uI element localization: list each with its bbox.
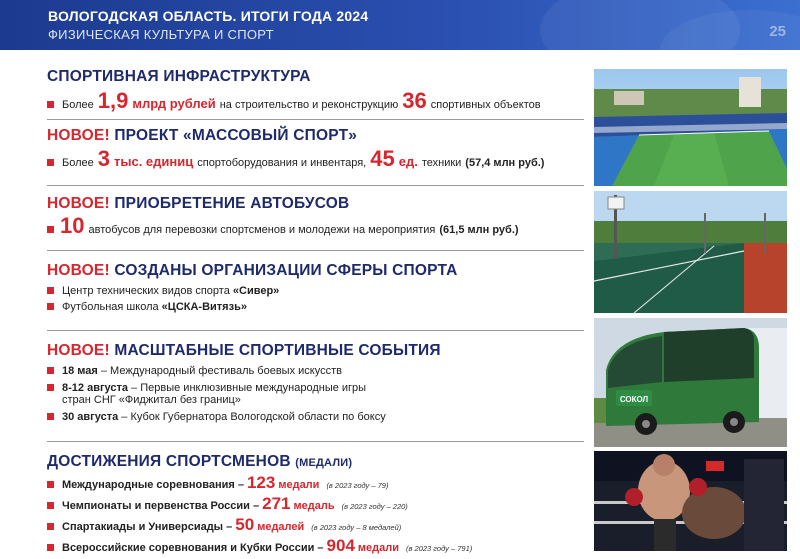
amount-unit: тыс. единиц [114,154,194,169]
section-title: СПОРТИВНАЯ ИНФРАСТРУКТУРА [47,68,311,85]
section-title [47,127,544,145]
count-value: 45 [370,146,395,171]
bullet-icon [47,287,54,294]
section-mass-sport [47,127,544,172]
section-title [47,195,519,213]
note: (57,4 млн руб.) [465,157,545,169]
section-title-text: ДОСТИЖЕНИЯ СПОРТСМЕНОВ [47,453,291,470]
achievement-prev: (в 2023 году – 8 медалей) [311,523,402,532]
bus-photo [594,318,787,447]
event-text: – Международный фестиваль боевых искусств [97,365,342,377]
event-date: 30 августа [62,411,119,423]
bus-logo-text: СОКОЛ [619,395,649,404]
section-achievements [47,453,472,556]
page-title: ВОЛОГОДСКАЯ ОБЛАСТЬ. ИТОГИ ГОДА 2024 [48,8,369,24]
event-item-continued [62,394,441,406]
achievement-label: Всероссийские соревнования и Кубки России – [62,542,324,554]
page-subtitle: ФИЗИЧЕСКАЯ КУЛЬТУРА И СПОРТ [48,27,274,42]
section-title [47,453,472,471]
amount-value: 3 [97,146,110,171]
event-date: 18 мая [62,365,98,377]
achievement-item [47,536,472,556]
event-item [47,382,441,394]
text: спортивных объектов [430,99,541,111]
count-value: 36 [402,88,427,113]
section-organizations [47,262,458,313]
achievement-prev: (в 2023 году – 791) [406,544,473,553]
achievement-item [47,473,472,493]
page-number: 25 [769,23,786,40]
count-unit: ед. [398,154,418,169]
section-infrastructure [47,68,541,114]
bullet-icon [47,544,54,551]
organization-item [47,285,458,297]
text: спортоборудования и инвентаря, [197,157,367,169]
divider [47,185,584,186]
event-item [47,365,441,377]
achievement-item [47,494,472,514]
text: Футбольная школа [62,301,159,313]
organization-item [47,301,458,313]
section-title-text: МАСШТАБНЫЕ СПОРТИВНЫЕ СОБЫТИЯ [114,342,441,359]
achievement-value: 271 [262,494,291,513]
event-text: – Первые инклюзивные международные игры [128,382,367,394]
header-banner [0,0,800,50]
achievement-unit: медалей [257,521,305,533]
new-label: НОВОЕ! [47,342,110,359]
achievement-label: Международные соревнования – [62,479,244,491]
achievement-prev: (в 2023 году – 79) [326,481,389,490]
mass-sport-line [47,146,544,172]
text: техники [421,157,462,169]
divider [47,441,584,442]
event-text: – Кубок Губернатора Вологодской области по боксу [118,411,386,423]
bullet-icon [47,413,54,420]
section-events [47,342,441,423]
achievement-value: 904 [326,536,355,555]
bullet-icon [47,226,54,233]
divider [47,250,584,251]
achievement-prev: (в 2023 году – 220) [341,502,408,511]
text: автобусов для перевозки спортсменов и молодежи на мероприятия [88,224,436,236]
divider [47,330,584,331]
achievement-unit: медали [278,479,320,491]
section-title-text: СОЗДАНЫ ОРГАНИЗАЦИИ СФЕРЫ СПОРТА [114,262,458,279]
section-buses [47,195,519,239]
organization-name: «ЦСКА-Витязь» [161,301,247,313]
event-text: стран СНГ «Фиджитал без границ» [62,394,241,406]
bullet-icon [47,303,54,310]
new-label: НОВОЕ! [47,262,110,279]
stadium-photo [594,69,787,186]
amount-unit: млрд рублей [132,96,216,111]
bullet-icon [47,481,54,488]
new-label: НОВОЕ! [47,127,110,144]
section-title [47,262,458,280]
bullet-icon [47,523,54,530]
organization-name: «Сивер» [232,285,280,297]
event-item [47,411,441,423]
bullet-icon [47,384,54,391]
section-title [47,342,441,360]
text: Более [62,157,94,169]
achievement-value: 123 [246,473,276,492]
divider [47,119,584,120]
bullet-icon [47,367,54,374]
buses-line [47,213,519,239]
event-date: 8-12 августа [62,382,128,394]
text: Более [62,99,94,111]
bullet-icon [47,159,54,166]
sports-court-photo [594,191,787,313]
infrastructure-line [47,88,541,114]
amount-value: 1,9 [97,88,129,113]
count-value: 10 [60,213,85,238]
new-label: НОВОЕ! [47,195,110,212]
achievement-unit: медали [357,542,400,554]
section-title-text: ПРИОБРЕТЕНИЕ АВТОБУСОВ [114,195,350,212]
achievement-item [47,515,472,535]
section-title-suffix: (МЕДАЛИ) [295,457,353,469]
achievement-label: Спартакиады и Универсиады – [62,521,233,533]
boxing-photo [594,451,787,551]
text: на строительство и реконструкцию [219,99,399,111]
bullet-icon [47,101,54,108]
achievement-value: 50 [235,515,255,534]
note: (61,5 млн руб.) [439,224,519,236]
section-title-text: ПРОЕКТ «МАССОВЫЙ СПОРТ» [114,127,358,144]
text: Центр технических видов спорта [62,285,230,297]
achievement-label: Чемпионаты и первенства России – [62,500,260,512]
bullet-icon [47,502,54,509]
achievement-unit: медаль [293,500,335,512]
